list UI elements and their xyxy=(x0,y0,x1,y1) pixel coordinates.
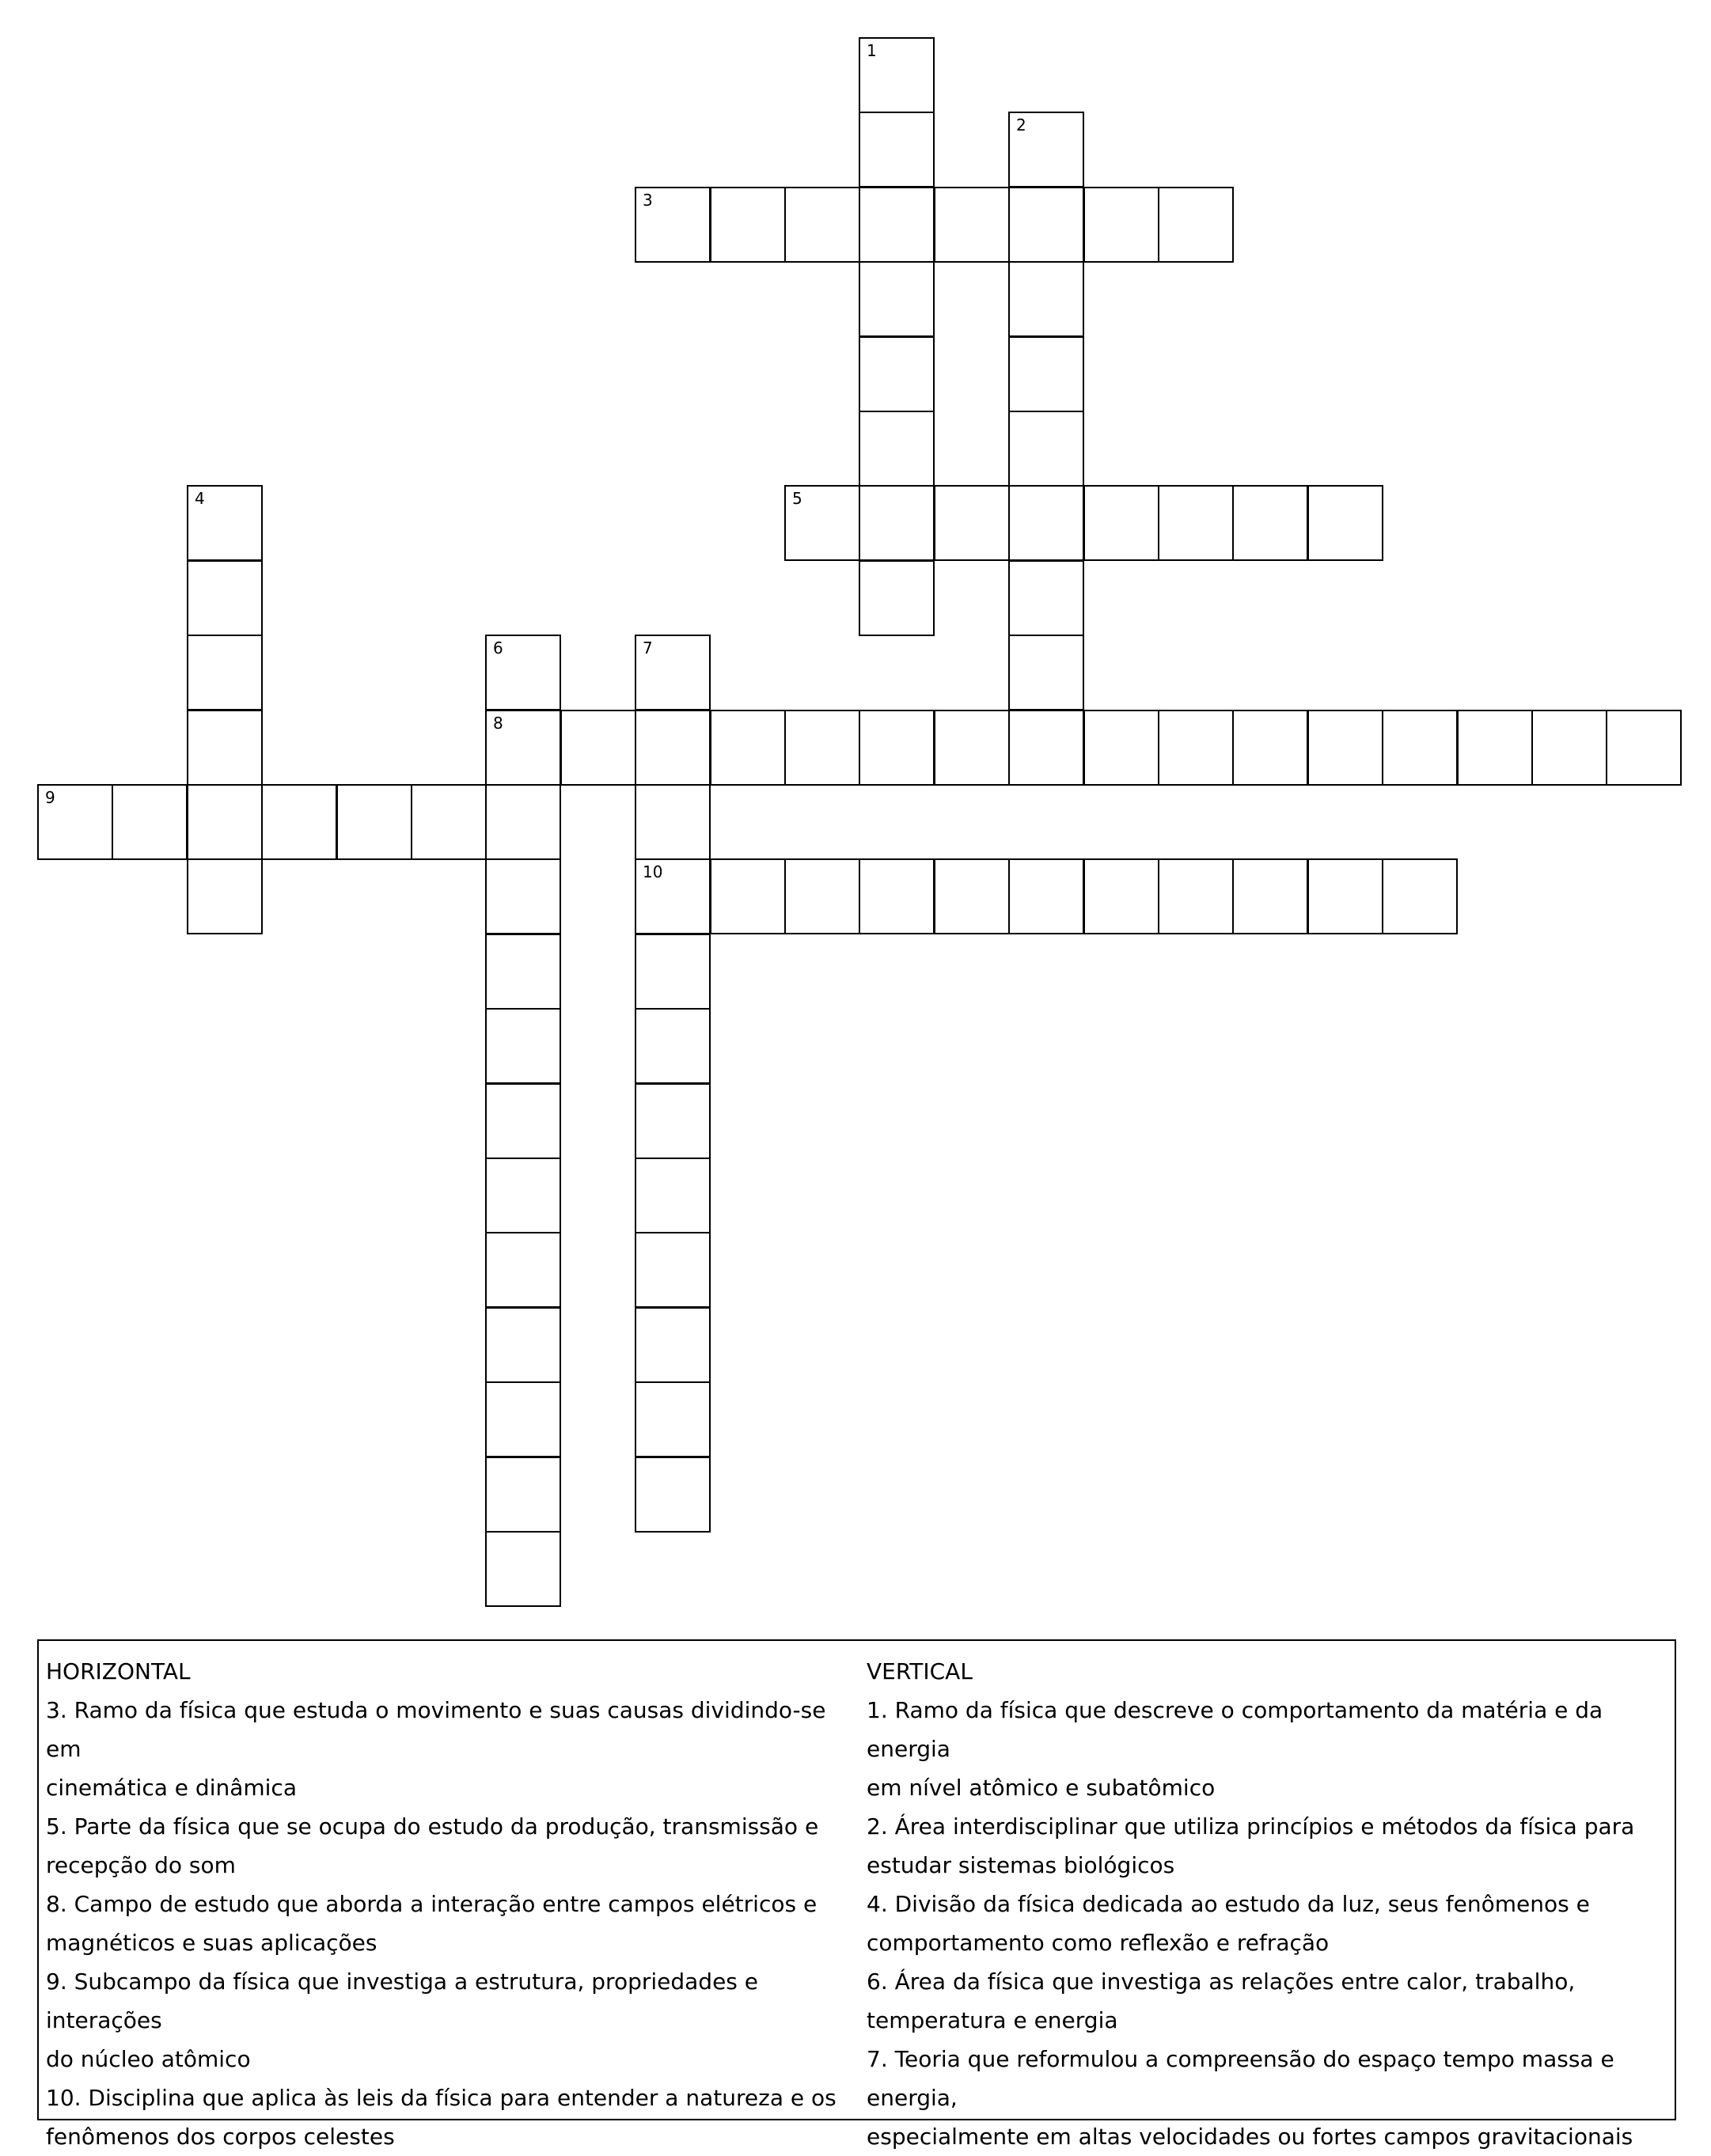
crossword-cell[interactable] xyxy=(37,784,113,860)
clue-number: 3 xyxy=(643,191,653,210)
crossword-cell[interactable] xyxy=(485,858,561,934)
vertical-clue-line: especialmente em altas velocidades ou fortes campos gravitacionais xyxy=(867,2124,1633,2150)
clue-number: 9 xyxy=(45,788,55,807)
horizontal-clue-line: 8. Campo de estudo que aborda a interação entre campos elétricos e xyxy=(46,1891,818,1917)
crossword-cell[interactable] xyxy=(1008,187,1084,263)
crossword-cell[interactable] xyxy=(1158,485,1234,561)
crossword-cell[interactable] xyxy=(1008,411,1084,487)
crossword-cell[interactable] xyxy=(1382,858,1458,934)
crossword-cell[interactable] xyxy=(485,1008,561,1084)
crossword-cell[interactable] xyxy=(1307,485,1383,561)
crossword-cell[interactable] xyxy=(859,187,935,263)
crossword-cell[interactable] xyxy=(635,1008,711,1084)
crossword-cell[interactable] xyxy=(1606,710,1682,786)
crossword-cell[interactable] xyxy=(1083,187,1159,263)
vertical-clue-line: 4. Divisão da física dedicada ao estudo da luz, seus fenômenos e xyxy=(867,1891,1590,1917)
crossword-cell[interactable] xyxy=(485,1158,561,1233)
crossword-cell[interactable] xyxy=(635,635,711,710)
crossword-cell[interactable] xyxy=(635,1158,711,1233)
crossword-cell[interactable] xyxy=(1008,485,1084,561)
clue-number: 8 xyxy=(493,714,503,733)
crossword-cell[interactable] xyxy=(1531,710,1607,786)
crossword-cell[interactable] xyxy=(784,187,860,263)
clue-number: 10 xyxy=(643,862,663,881)
clue-number: 1 xyxy=(867,41,877,60)
horizontal-clue-line: fenômenos dos corpos celestes xyxy=(46,2124,395,2150)
clue-number: 7 xyxy=(643,638,653,657)
crossword-cell[interactable] xyxy=(710,858,786,934)
crossword-cell[interactable] xyxy=(485,1457,561,1533)
crossword-cell[interactable] xyxy=(1008,560,1084,636)
crossword-cell[interactable] xyxy=(1083,710,1159,786)
crossword-cell[interactable] xyxy=(1158,858,1234,934)
crossword-cell[interactable] xyxy=(1158,710,1234,786)
horizontal-clue-line: recepção do som xyxy=(46,1852,236,1878)
crossword-cell[interactable] xyxy=(1008,336,1084,412)
crossword-cell[interactable] xyxy=(859,710,935,786)
crossword-cell[interactable] xyxy=(1008,710,1084,786)
crossword-cell[interactable] xyxy=(485,635,561,710)
crossword-cell[interactable] xyxy=(934,187,1010,263)
crossword-cell[interactable] xyxy=(485,1531,561,1607)
crossword-cell[interactable] xyxy=(1307,858,1383,934)
crossword-cell[interactable] xyxy=(1382,710,1458,786)
crossword-cell[interactable] xyxy=(635,1381,711,1457)
vertical-clue-line: 7. Teoria que reformulou a compreensão do espaço tempo massa e energia, xyxy=(867,2046,1614,2111)
crossword-cell[interactable] xyxy=(710,710,786,786)
crossword-cell[interactable] xyxy=(187,635,263,710)
crossword-cell[interactable] xyxy=(934,710,1010,786)
crossword-cell[interactable] xyxy=(485,1381,561,1457)
crossword-cell[interactable] xyxy=(485,1307,561,1383)
crossword-cell[interactable] xyxy=(1008,261,1084,337)
crossword-cell[interactable] xyxy=(411,784,487,860)
crossword-cell[interactable] xyxy=(1083,858,1159,934)
crossword-cell[interactable] xyxy=(1158,187,1234,263)
crossword-cell[interactable] xyxy=(635,1307,711,1383)
crossword-cell[interactable] xyxy=(261,784,337,860)
vertical-clue-line: 2. Área interdisciplinar que utiliza princípios e métodos da física para xyxy=(867,1813,1635,1840)
clue-number: 6 xyxy=(493,638,503,657)
vertical-heading: VERTICAL xyxy=(867,1658,973,1684)
horizontal-heading: HORIZONTAL xyxy=(46,1658,191,1684)
crossword-cell[interactable] xyxy=(710,187,786,263)
horizontal-clue-line: 5. Parte da física que se ocupa do estudo da produção, transmissão e xyxy=(46,1813,819,1840)
crossword-cell[interactable] xyxy=(859,261,935,337)
crossword-cell[interactable] xyxy=(859,560,935,636)
crossword-cell[interactable] xyxy=(635,1232,711,1308)
clue-number: 5 xyxy=(792,489,802,508)
crossword-cell[interactable] xyxy=(1307,710,1383,786)
crossword-cell[interactable] xyxy=(560,710,636,786)
vertical-clue-line: 6. Área da física que investiga as relações entre calor, trabalho, xyxy=(867,1968,1576,1995)
vertical-clue-line: temperatura e energia xyxy=(867,2007,1118,2033)
horizontal-clue-line: 9. Subcampo da física que investiga a estrutura, propriedades e interações xyxy=(46,1968,759,2033)
crossword-cell[interactable] xyxy=(784,485,860,561)
clues-box xyxy=(37,1639,1676,2150)
vertical-clue-line: comportamento como reflexão e refração xyxy=(867,1930,1330,1956)
crossword-cell[interactable] xyxy=(187,560,263,636)
crossword-cell[interactable] xyxy=(485,934,561,1010)
crossword-cell[interactable] xyxy=(1232,858,1308,934)
crossword-cell[interactable] xyxy=(635,934,711,1010)
horizontal-clue-line: 3. Ramo da física que estuda o movimento e suas causas dividindo-se em xyxy=(46,1697,826,1762)
crossword-cell[interactable] xyxy=(635,1457,711,1533)
crossword-cell[interactable] xyxy=(485,1083,561,1159)
crossword-cell[interactable] xyxy=(784,858,860,934)
crossword-cell[interactable] xyxy=(859,485,935,561)
crossword-cell[interactable] xyxy=(635,858,711,934)
crossword-cell[interactable] xyxy=(784,710,860,786)
vertical-clue-line: 1. Ramo da física que descreve o comportamento da matéria e da energia xyxy=(867,1697,1603,1762)
crossword-cell[interactable] xyxy=(859,411,935,487)
crossword-cell[interactable] xyxy=(1232,710,1308,786)
crossword-cell[interactable] xyxy=(635,1083,711,1159)
crossword-cell[interactable] xyxy=(187,858,263,934)
crossword-cell[interactable] xyxy=(485,784,561,860)
horizontal-clue-line: 10. Disciplina que aplica às leis da física para entender a natureza e os xyxy=(46,2085,837,2111)
crossword-cell[interactable] xyxy=(859,336,935,412)
crossword-cell[interactable] xyxy=(859,37,935,113)
crossword-cell[interactable] xyxy=(336,784,412,860)
crossword-cell[interactable] xyxy=(635,187,711,263)
crossword-cell[interactable] xyxy=(485,1232,561,1308)
crossword-cell[interactable] xyxy=(1008,112,1084,188)
horizontal-clue-line: do núcleo atômico xyxy=(46,2046,251,2072)
crossword-cell[interactable] xyxy=(1232,485,1308,561)
crossword-cell[interactable] xyxy=(635,710,711,786)
crossword-cell[interactable] xyxy=(485,710,561,786)
crossword-cell[interactable] xyxy=(635,784,711,860)
vertical-clue-line: estudar sistemas biológicos xyxy=(867,1852,1175,1878)
crossword-cell[interactable] xyxy=(859,112,935,188)
clue-number: 2 xyxy=(1016,116,1026,135)
crossword-cell[interactable] xyxy=(1083,485,1159,561)
crossword-cell[interactable] xyxy=(934,858,1010,934)
horizontal-clue-line: magnéticos e suas aplicações xyxy=(46,1930,377,1956)
crossword-cell[interactable] xyxy=(1008,858,1084,934)
crossword-cell[interactable] xyxy=(187,784,263,860)
crossword-cell[interactable] xyxy=(112,784,188,860)
crossword-cell[interactable] xyxy=(934,485,1010,561)
vertical-clue-line: em nível atômico e subatômico xyxy=(867,1775,1216,1801)
crossword-cell[interactable] xyxy=(1457,710,1533,786)
crossword-cell[interactable] xyxy=(1008,635,1084,710)
clue-number: 4 xyxy=(195,489,205,508)
crossword-cell[interactable] xyxy=(187,710,263,786)
horizontal-clue-line: cinemática e dinâmica xyxy=(46,1775,297,1801)
crossword-cell[interactable] xyxy=(187,485,263,561)
horizontal-clues xyxy=(46,1652,861,2156)
vertical-clues xyxy=(867,1652,1670,2156)
crossword-cell[interactable] xyxy=(859,858,935,934)
